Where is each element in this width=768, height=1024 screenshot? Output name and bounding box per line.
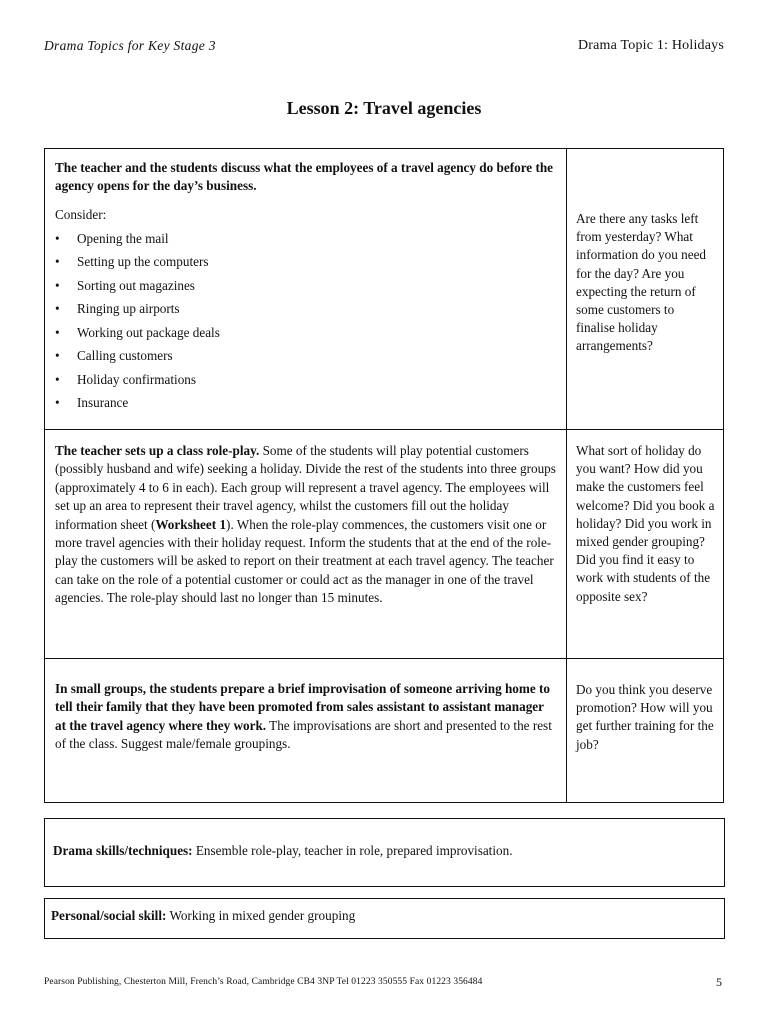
- bullet-icon: •: [55, 348, 60, 364]
- improvisation-description: In small groups, the students prepare a brief improvisation of someone arriving home to tell their family that they have been promoted from sales assistant to assistant manager at the travel agency where they work. The improvisations are short and presented to the rest of the class. Suggest male/female groupings.: [55, 681, 552, 752]
- list-item: • Opening the mail: [55, 227, 556, 251]
- bullet-icon: •: [55, 254, 60, 270]
- list-item: • Working out package deals: [55, 321, 556, 345]
- bullet-icon: •: [55, 324, 60, 340]
- list-item: • Setting up the computers: [55, 250, 556, 274]
- lesson-activities-table: [44, 148, 724, 803]
- questions-cell: [567, 659, 723, 802]
- activity-row-improvisation: [45, 659, 723, 802]
- activity-row-discussion: [45, 149, 723, 430]
- header-topic-title: Drama Topic 1: Holidays: [577, 38, 724, 53]
- role-play-description: The teacher sets up a class role-play. Some of the students will play potential customers (possibly husband and wife) seeking a holiday. Divide the rest of the students into three groups (approximately 4 to 6 in each). Each group will represent a travel agency. The employees will set up an area to represent their travel agency, whilst the customers fill out the holiday information sheet (Worksheet 1). When the role-play commences, the customers visit one or more travel agencies with their holiday request. Inform the students that at the end of the role-play the customers will be asked to report on their treatment at each travel agency. The teacher can take on the role of a potential customer or could act as the manager in one of the travel agencies. The role-play should last no longer than 15 minutes.: [55, 443, 556, 606]
- bullet-icon: •: [55, 277, 60, 293]
- header-book-title: Drama Topics for Key Stage 3: [44, 38, 216, 53]
- activity-cell: [45, 659, 567, 802]
- bullet-icon: •: [55, 230, 60, 246]
- drama-skills-box: [44, 818, 725, 887]
- discussion-questions: Are there any tasks left from yesterday? What information do you need for the day? Are you expecting the return of some customers to finalise holiday arrangements?: [576, 211, 707, 354]
- bullet-icon: •: [55, 395, 60, 411]
- social-skill-box: [44, 898, 725, 939]
- questions-cell: [567, 149, 723, 429]
- drama-skills-value: Ensemble role-play, teacher in role, prepared improvisation.: [192, 843, 513, 858]
- list-item: • Ringing up airports: [55, 297, 556, 321]
- activity-cell: [45, 149, 567, 429]
- bullet-icon: •: [55, 301, 60, 317]
- activity-cell: [45, 430, 567, 658]
- lesson-title: Lesson 2: Travel agencies: [286, 98, 482, 118]
- questions-cell: [567, 430, 723, 658]
- list-item: • Calling customers: [55, 344, 556, 368]
- role-play-questions: What sort of holiday do you want? How did you make the customers feel welcome? Did you book a holiday? Did you work in mixed gender grouping? Did you find it easy to work with students of the opposite sex?: [576, 443, 715, 604]
- page-number: 5: [716, 975, 722, 989]
- publisher-footer: Pearson Publishing, Chesterton Mill, French’s Road, Cambridge CB4 3NP Tel 01223 350555 Fax 01223 356484: [44, 977, 483, 987]
- drama-skills-label: Drama skills/techniques:: [53, 843, 193, 858]
- social-skill-label: Personal/social skill:: [51, 908, 167, 923]
- consider-list: [55, 227, 556, 415]
- list-item: • Sorting out magazines: [55, 274, 556, 298]
- activity-intro: The teacher and the students discuss what the employees of a travel agency do before the agency opens for the day’s business.: [55, 160, 554, 194]
- list-item: • Insurance: [55, 391, 556, 415]
- improvisation-questions: Do you think you deserve promotion? How will you get further training for the job?: [576, 682, 714, 752]
- list-item: • Holiday confirmations: [55, 368, 556, 392]
- activity-row-role-play: [45, 430, 723, 659]
- consider-label: Consider:: [55, 206, 107, 222]
- bullet-icon: •: [55, 371, 60, 387]
- social-skill-value: Working in mixed gender grouping: [166, 908, 356, 923]
